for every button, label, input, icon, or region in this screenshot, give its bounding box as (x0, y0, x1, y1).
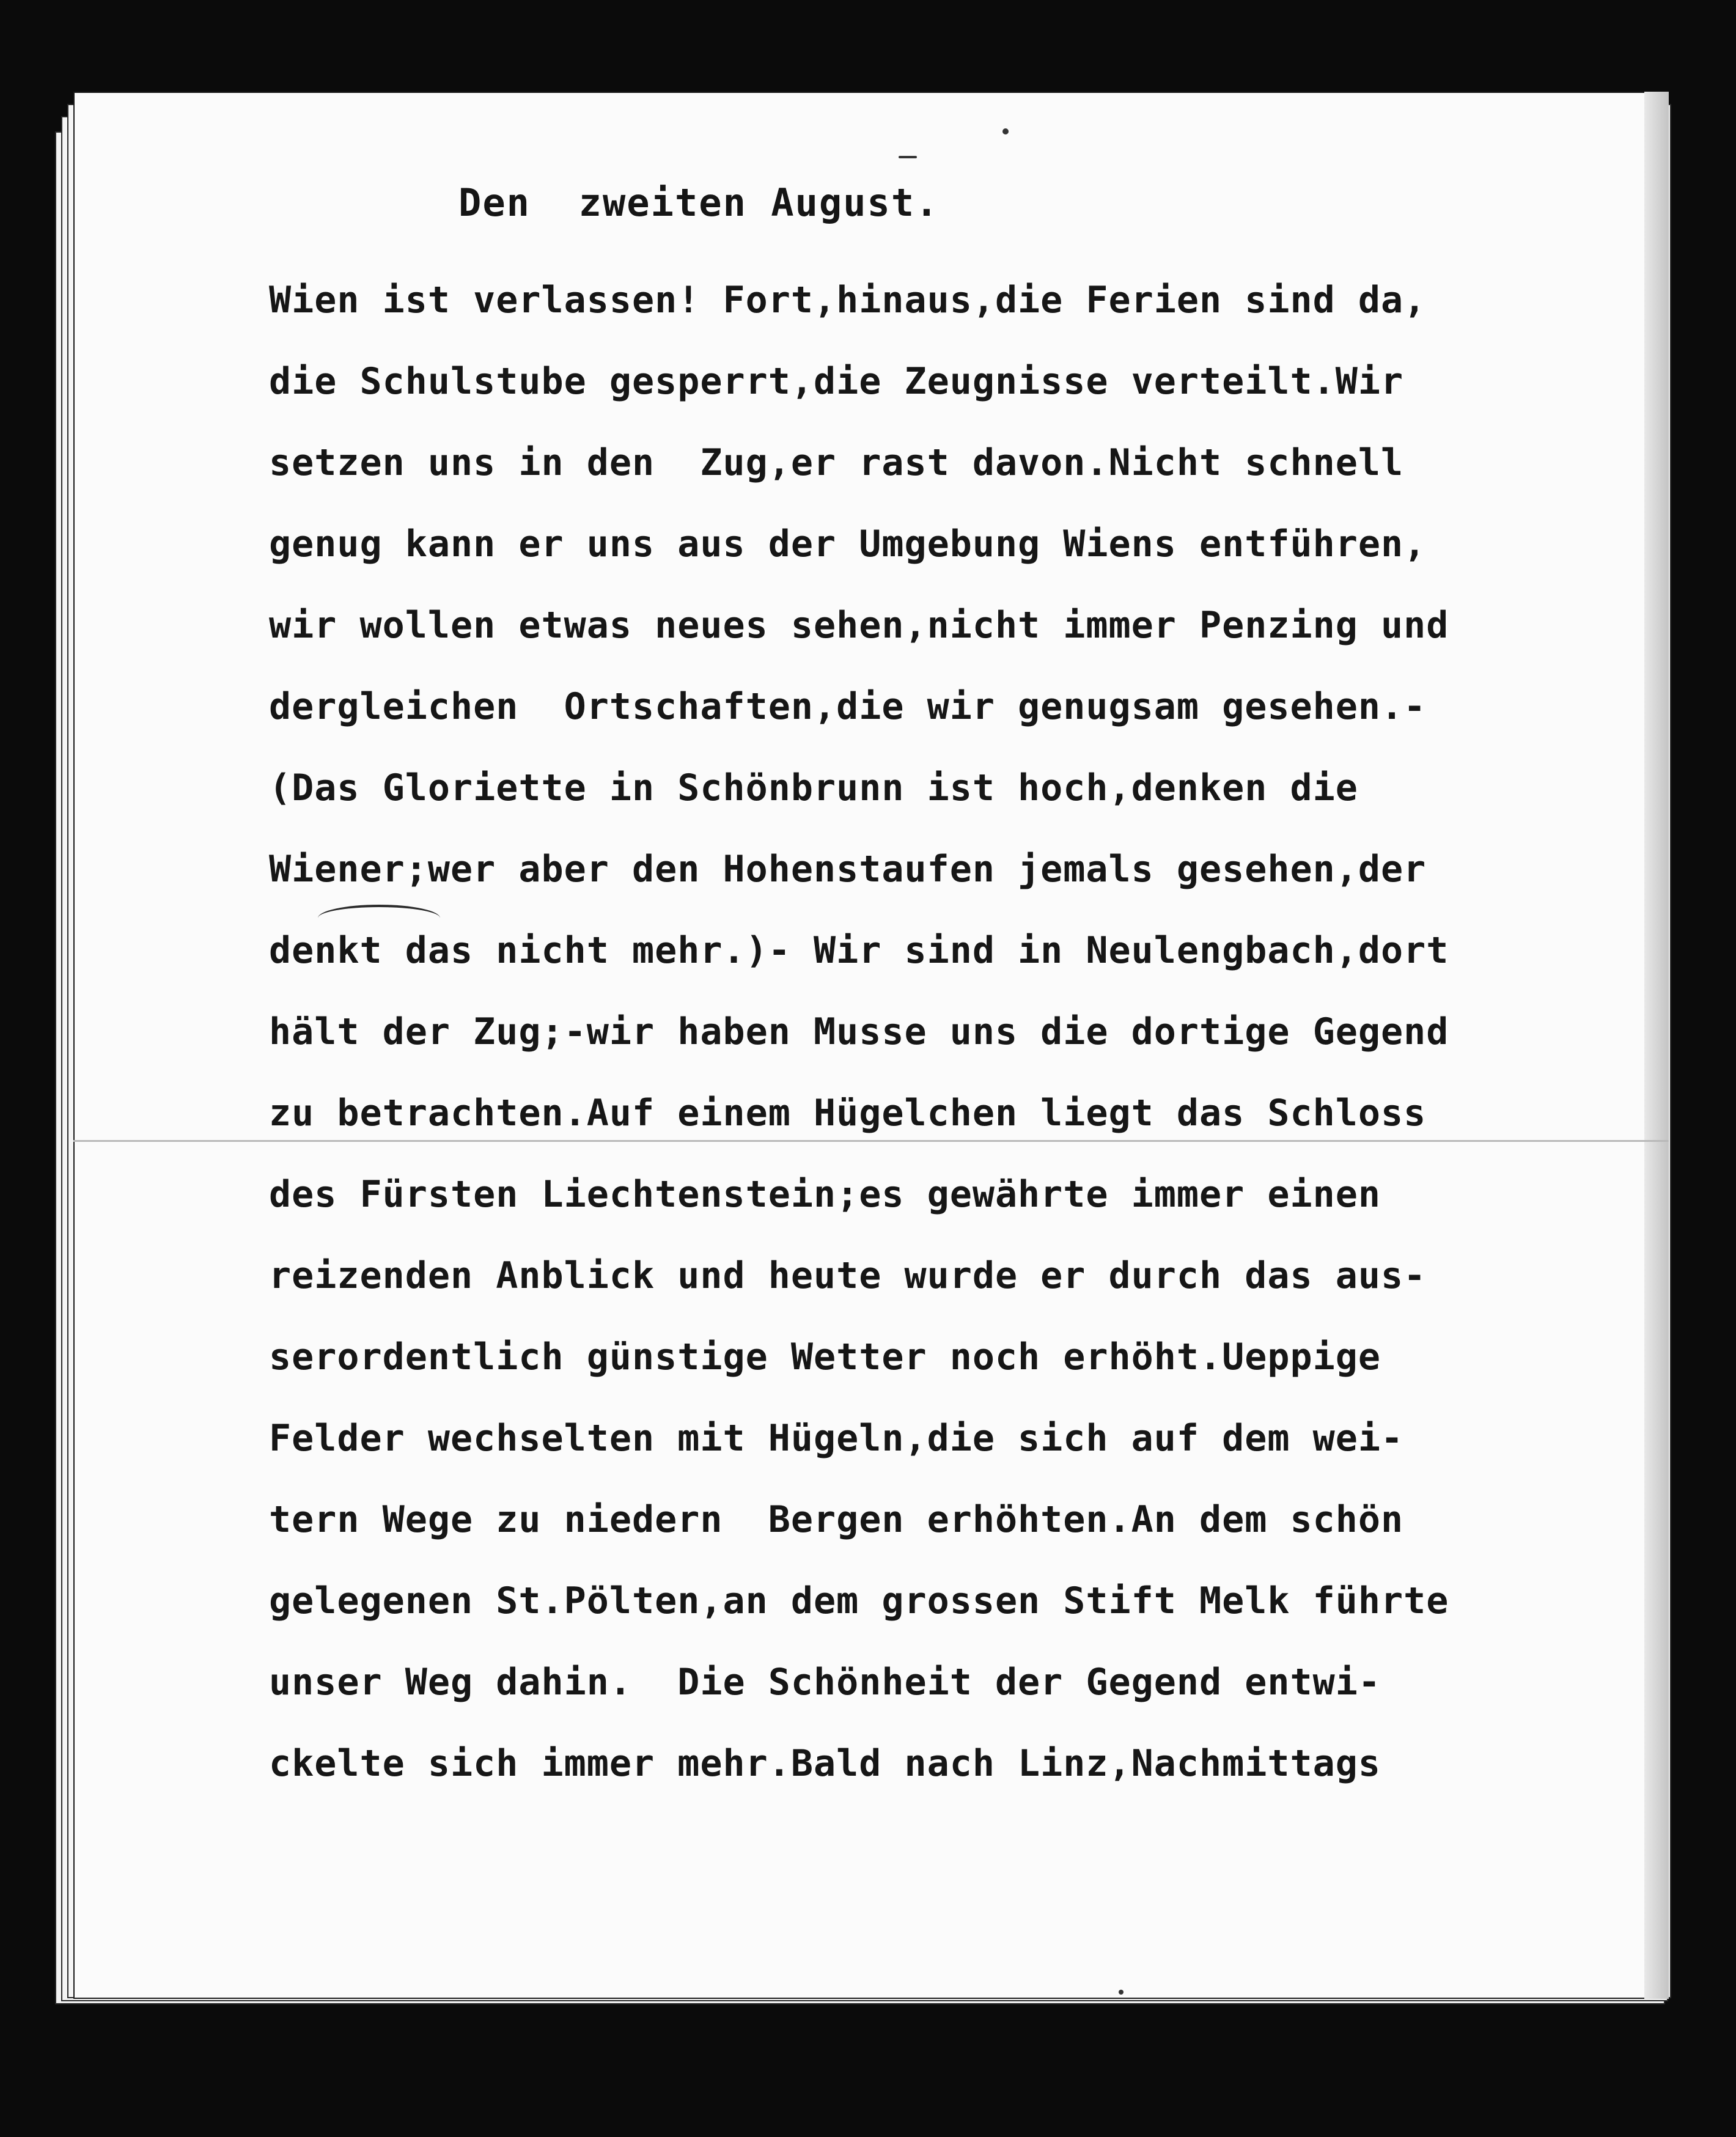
text-line: reizenden Anblick und heute wurde er durch das aus- (269, 1254, 1427, 1297)
ink-speck (1002, 128, 1009, 134)
text-line: Wien ist verlassen! Fort,hinaus,die Ferien sind da, (269, 279, 1427, 322)
text-line: wir wollen etwas neues sehen,nicht immer Penzing und (269, 604, 1449, 647)
ink-speck (899, 156, 917, 158)
text-line: die Schulstube gesperrt,die Zeugnisse verteilt.Wir (269, 360, 1404, 403)
text-line: hält der Zug;-wir haben Musse uns die dortige Gegend (269, 1010, 1449, 1053)
text-line: zu betrachten.Auf einem Hügelchen liegt das Schloss (269, 1092, 1427, 1135)
text-line: ckelte sich immer mehr.Bald nach Linz,Nachmittags (269, 1742, 1381, 1785)
text-line: setzen uns in den Zug,er rast davon.Nicht schnell (269, 441, 1404, 484)
text-line: (Das Gloriette in Schönbrunn ist hoch,denken die (269, 767, 1358, 809)
ink-speck (1119, 1990, 1124, 1995)
text-line: dergleichen Ortschaften,die wir genugsam gesehen.- (269, 685, 1427, 728)
text-line: unser Weg dahin. Die Schönheit der Gegend entwi- (269, 1661, 1381, 1704)
text-line: serordentlich günstige Wetter noch erhöht.Ueppige (269, 1336, 1381, 1378)
text-line: des Fürsten Liechtenstein;es gewährte immer einen (269, 1173, 1381, 1216)
text-line: Wiener;wer aber den Hohenstaufen jemals gesehen,der (269, 848, 1427, 891)
text-line: genug kann er uns aus der Umgebung Wiens entführen, (269, 523, 1427, 565)
text-line: gelegenen St.Pölten,an dem grossen Stift Melk führte (269, 1580, 1449, 1622)
page-right-strip (1644, 92, 1669, 1999)
body-text (269, 260, 1449, 1804)
page-heading: Den zweiten August. (458, 180, 940, 225)
text-line: denkt das nicht mehr.)- Wir sind in Neulengbach,dort (269, 929, 1449, 972)
text-line: tern Wege zu niedern Bergen erhöhten.An dem schön (269, 1498, 1404, 1541)
text-line: Felder wechselten mit Hügeln,die sich auf dem wei- (269, 1417, 1404, 1460)
